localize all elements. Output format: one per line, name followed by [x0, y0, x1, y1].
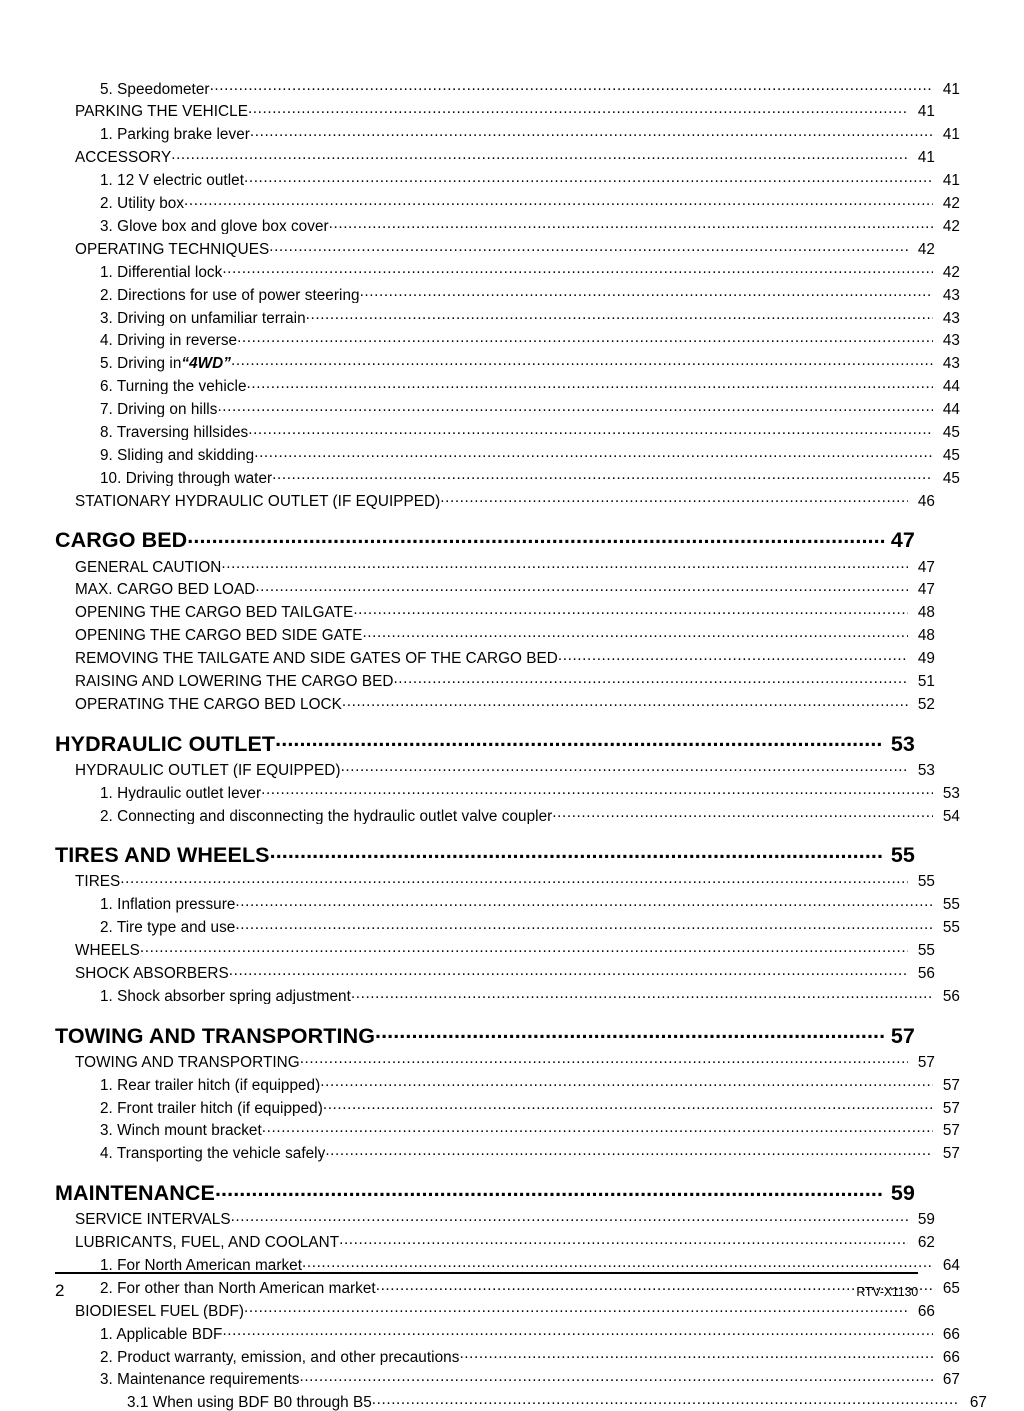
toc-entry-page-number: 47	[917, 558, 935, 576]
toc-entry-label: 9. Sliding and skidding	[100, 447, 255, 464]
toc-leader-dots	[235, 917, 933, 932]
toc-leader-dots	[272, 467, 933, 482]
toc-leader-dots	[558, 648, 908, 663]
toc-entry[interactable]	[100, 986, 960, 1005]
toc-leader-dots	[341, 759, 908, 774]
toc-entry-page-number: 48	[917, 604, 935, 622]
toc-entry-label: REMOVING THE TAILGATE AND SIDE GATES OF THE CARGO BED	[75, 651, 558, 667]
toc-entry-label: TOWING AND TRANSPORTING	[75, 1054, 300, 1071]
toc-leader-dots	[210, 78, 933, 93]
toc-entry-page-number: 55	[942, 896, 960, 914]
toc-entry-label: 3.1 When using BDF B0 through B5	[127, 1395, 372, 1411]
toc-entry-page-number: 66	[942, 1348, 960, 1366]
toc-entry[interactable]	[55, 729, 915, 755]
toc-entry-page-number: 53	[890, 731, 915, 756]
toc-entry[interactable]	[100, 805, 960, 824]
toc-entry[interactable]	[75, 671, 935, 690]
toc-entry-page-number: 57	[890, 1023, 915, 1048]
toc-entry-page-number: 41	[917, 103, 935, 121]
toc-entry-label: 1. Rear trailer hitch (if equipped)	[100, 1077, 321, 1093]
toc-leader-dots	[342, 694, 908, 709]
footer-page-number: 2	[55, 1281, 65, 1300]
toc-entry-label: 3. Driving on unfamiliar terrain	[100, 310, 306, 326]
toc-entry-label: PARKING THE VEHICLE	[75, 104, 248, 120]
toc-entry[interactable]	[100, 376, 960, 395]
toc-entry-page-number: 55	[917, 873, 935, 891]
toc-entry[interactable]	[100, 307, 960, 326]
toc-entry-label: LUBRICANTS, FUEL, AND COOLANT	[75, 1235, 340, 1251]
toc-entry[interactable]	[100, 1097, 960, 1116]
toc-entry[interactable]	[127, 1392, 987, 1411]
toc-entry-page-number: 48	[917, 627, 935, 645]
toc-leader-dots	[244, 170, 933, 185]
toc-entry-page-number: 64	[942, 1257, 960, 1274]
toc-entry-page-number: 47	[917, 581, 935, 599]
toc-entry[interactable]	[100, 445, 960, 464]
toc-entry-label: TIRES	[75, 874, 121, 890]
toc-entry[interactable]	[100, 216, 960, 235]
toc-entry-label: 1. Differential lock	[100, 264, 223, 281]
toc-entry-page-number: 43	[942, 355, 960, 373]
toc-entry-page-number: 55	[942, 919, 960, 937]
toc-leader-dots	[393, 671, 908, 686]
toc-entry-page-number: 46	[917, 492, 935, 510]
toc-entry[interactable]	[100, 1369, 960, 1388]
toc-entry[interactable]	[100, 917, 960, 936]
toc-entry[interactable]	[100, 894, 960, 913]
toc-leader-dots	[275, 729, 884, 751]
toc-entry-label: MAX. CARGO BED LOAD	[75, 582, 256, 598]
toc-leader-dots	[325, 1143, 933, 1158]
toc-leader-dots	[552, 805, 933, 820]
toc-entry[interactable]	[100, 330, 960, 349]
toc-entry-page-number: 56	[917, 964, 935, 982]
toc-entry-label: 3. Glove box and glove box cover	[100, 218, 329, 235]
toc-leader-dots	[254, 445, 933, 460]
page-footer	[55, 1281, 918, 1301]
toc-leader-dots	[171, 147, 908, 162]
toc-entry-page-number: 42	[942, 217, 960, 235]
toc-entry[interactable]	[75, 147, 935, 166]
toc-entry-page-number: 43	[942, 332, 960, 350]
toc-entry[interactable]	[75, 556, 935, 575]
toc-entry-label: 1. Hydraulic outlet lever	[100, 785, 262, 801]
toc-leader-dots	[339, 1232, 908, 1247]
toc-entry-page-number: 45	[942, 423, 960, 441]
toc-entry[interactable]	[75, 694, 935, 713]
toc-leader-dots	[262, 1120, 933, 1135]
toc-entry[interactable]	[55, 526, 915, 552]
toc-entry[interactable]	[55, 841, 915, 867]
toc-entry-label: 3. Maintenance requirements	[100, 1372, 300, 1388]
toc-entry-page-number: 53	[917, 761, 935, 779]
toc-entry-page-number: 67	[969, 1394, 987, 1411]
toc-leader-dots	[306, 307, 933, 322]
toc-entry-page-number: 57	[942, 1076, 960, 1094]
toc-entry-page-number: 57	[942, 1099, 960, 1117]
toc-entry[interactable]	[75, 239, 935, 258]
toc-leader-dots	[250, 124, 933, 139]
toc-entry-page-number: 45	[942, 446, 960, 464]
toc-leader-dots	[120, 871, 908, 886]
toc-leader-dots	[299, 1369, 933, 1384]
table-of-contents	[55, 74, 987, 1411]
toc-leader-dots	[459, 1346, 933, 1361]
toc-leader-dots	[440, 490, 908, 505]
toc-entry-label: WHEELS	[75, 943, 140, 959]
toc-entry[interactable]	[75, 579, 935, 598]
toc-entry[interactable]	[100, 1346, 960, 1365]
toc-entry-page-number: 43	[942, 309, 960, 327]
toc-leader-dots	[360, 284, 933, 299]
toc-entry-label: 1. 12 V electric outlet	[100, 173, 244, 189]
toc-leader-dots	[222, 261, 933, 276]
toc-entry-label: HYDRAULIC OUTLET (IF EQUIPPED)	[75, 762, 341, 779]
toc-entry-page-number: 49	[917, 650, 935, 668]
toc-entry[interactable]	[75, 490, 935, 509]
toc-entry-page-number: 42	[942, 263, 960, 281]
toc-leader-dots	[320, 1074, 933, 1089]
toc-entry-page-number: 44	[942, 401, 960, 419]
toc-entry-label: 4. Transporting the vehicle safely	[100, 1146, 326, 1162]
toc-entry-page-number: 45	[942, 469, 960, 487]
toc-entry-label: OPENING THE CARGO BED SIDE GATE	[75, 628, 363, 644]
toc-entry-label: 2. Product warranty, emission, and other precautions	[100, 1349, 460, 1365]
toc-entry[interactable]	[75, 871, 935, 890]
toc-leader-dots	[237, 330, 933, 345]
toc-entry[interactable]	[75, 940, 935, 959]
toc-entry-label: 8. Traversing hillsides	[100, 424, 249, 441]
toc-entry-label: 5. Driving in	[100, 356, 182, 372]
toc-leader-dots	[215, 1179, 884, 1201]
toc-leader-dots	[140, 940, 908, 955]
toc-entry-label: CARGO BED	[55, 530, 188, 552]
toc-entry-page-number: 47	[890, 528, 915, 553]
toc-entry[interactable]	[75, 1300, 935, 1319]
toc-entry[interactable]	[100, 1255, 960, 1274]
footer-divider	[55, 1272, 918, 1274]
toc-entry[interactable]	[100, 422, 960, 441]
toc-leader-dots	[231, 353, 933, 368]
toc-leader-dots	[302, 1255, 933, 1270]
toc-leader-dots	[362, 625, 908, 640]
toc-entry[interactable]	[100, 193, 960, 212]
toc-entry[interactable]	[75, 1232, 935, 1251]
toc-entry-label: 2. Utility box	[100, 196, 185, 212]
toc-entry[interactable]	[75, 963, 935, 982]
toc-entry-label: TIRES AND WHEELS	[55, 845, 270, 867]
toc-leader-dots	[221, 556, 908, 571]
toc-leader-dots	[261, 782, 933, 797]
toc-entry-page-number: 57	[917, 1053, 935, 1071]
toc-entry-label: HYDRAULIC OUTLET	[55, 733, 276, 756]
toc-entry-page-number: 41	[942, 80, 960, 98]
toc-entry[interactable]	[100, 124, 960, 143]
toc-entry[interactable]	[100, 782, 960, 801]
toc-entry-page-number: 44	[942, 378, 960, 396]
toc-entry-label: OPERATING THE CARGO BED LOCK	[75, 696, 342, 713]
toc-entry[interactable]	[100, 284, 960, 303]
toc-entry[interactable]	[100, 170, 960, 189]
toc-entry-page-number: 59	[917, 1211, 935, 1229]
toc-entry[interactable]	[100, 1074, 960, 1093]
toc-entry[interactable]	[75, 648, 935, 667]
toc-entry-label: BIODIESEL FUEL (BDF)	[75, 1303, 245, 1320]
toc-entry[interactable]	[100, 261, 960, 280]
toc-entry[interactable]	[75, 602, 935, 621]
toc-entry-label: 2. Connecting and disconnecting the hydraulic outlet valve coupler	[100, 808, 553, 824]
toc-entry-label: ACCESSORY	[75, 150, 172, 166]
toc-entry-page-number: 41	[942, 172, 960, 190]
toc-leader-dots	[375, 1021, 884, 1043]
toc-leader-dots	[248, 422, 933, 437]
toc-entry-page-number: 52	[917, 695, 935, 713]
toc-entry-label: 1. Parking brake lever	[100, 127, 250, 143]
toc-leader-dots	[229, 963, 908, 978]
toc-entry-label: 5. Speedometer	[100, 81, 210, 97]
toc-entry-label: 7. Driving on hills	[100, 402, 218, 418]
toc-leader-dots	[184, 193, 933, 208]
toc-leader-dots	[323, 1097, 933, 1112]
toc-entry-page-number: 41	[942, 126, 960, 144]
toc-entry-label: 3. Winch mount bracket	[100, 1123, 262, 1139]
toc-entry-page-number: 55	[917, 942, 935, 960]
toc-entry-page-number: 53	[942, 784, 960, 802]
toc-entry-label: OPERATING TECHNIQUES	[75, 241, 270, 258]
toc-entry-page-number: 56	[942, 987, 960, 1005]
toc-leader-dots	[270, 841, 884, 863]
toc-entry-label: MAINTENANCE	[55, 1183, 215, 1205]
toc-entry-page-number: 55	[890, 843, 915, 868]
toc-entry[interactable]	[100, 353, 960, 372]
toc-leader-dots	[351, 986, 933, 1001]
toc-leader-dots	[217, 399, 933, 414]
toc-entry-label: 2. For other than North American market	[100, 1280, 376, 1297]
toc-entry-page-number: 57	[942, 1145, 960, 1163]
toc-leader-dots	[247, 376, 933, 391]
toc-leader-dots	[244, 1300, 908, 1315]
toc-entry-label: 10. Driving through water	[100, 470, 273, 487]
toc-leader-dots	[329, 216, 933, 231]
toc-entry-page-number: 65	[942, 1279, 960, 1297]
toc-entry-page-number: 43	[942, 286, 960, 304]
toc-leader-dots	[248, 101, 908, 116]
toc-entry[interactable]	[100, 467, 960, 486]
toc-entry-page-number: 57	[942, 1122, 960, 1140]
toc-entry-page-number: 66	[942, 1325, 960, 1343]
toc-entry-label: 1. Shock absorber spring adjustment	[100, 988, 351, 1005]
toc-leader-dots	[300, 1051, 908, 1066]
toc-entry[interactable]	[75, 1051, 935, 1070]
toc-leader-dots	[269, 239, 908, 254]
toc-entry-label: TOWING AND TRANSPORTING	[55, 1025, 376, 1048]
toc-leader-dots	[353, 602, 908, 617]
toc-entry-label: 2. Directions for use of power steering	[100, 287, 360, 303]
toc-entry-page-number: 59	[890, 1181, 915, 1206]
toc-entry-label: 6. Turning the vehicle	[100, 379, 247, 395]
toc-entry-page-number: 62	[917, 1234, 935, 1252]
toc-entry-page-number: 67	[942, 1371, 960, 1389]
toc-entry-label: SHOCK ABSORBERS	[75, 965, 229, 982]
toc-entry-label: 1. Inflation pressure	[100, 897, 236, 913]
toc-leader-dots	[255, 579, 908, 594]
toc-entry[interactable]	[100, 78, 960, 97]
toc-entry-label: STATIONARY HYDRAULIC OUTLET (IF EQUIPPED)	[75, 493, 441, 509]
toc-entry-page-number: 54	[942, 807, 960, 825]
toc-entry[interactable]	[75, 1209, 935, 1228]
toc-entry[interactable]	[100, 1143, 960, 1162]
toc-entry[interactable]	[75, 759, 935, 778]
toc-entry-label: RAISING AND LOWERING THE CARGO BED	[75, 673, 394, 690]
toc-leader-dots	[187, 526, 884, 548]
footer-model-code: RTV-X1130	[856, 1285, 918, 1299]
toc-entry-label: 4. Driving in reverse	[100, 333, 238, 349]
toc-entry[interactable]	[55, 1021, 915, 1047]
toc-entry-label: GENERAL CAUTION	[75, 559, 222, 575]
toc-entry-page-number: 42	[942, 195, 960, 213]
toc-entry-label: 1. For North American market	[100, 1258, 303, 1274]
toc-entry-label-emphasis: “4WD”	[181, 355, 231, 373]
toc-entry[interactable]	[100, 399, 960, 418]
toc-entry-label: 2. Front trailer hitch (if equipped)	[100, 1100, 323, 1116]
toc-leader-dots	[231, 1209, 908, 1224]
toc-entry-label: OPENING THE CARGO BED TAILGATE	[75, 605, 354, 621]
toc-entry-page-number: 66	[917, 1302, 935, 1320]
toc-entry[interactable]	[100, 1323, 960, 1342]
toc-entry-page-number: 51	[917, 672, 935, 690]
toc-entry-page-number: 42	[917, 240, 935, 258]
toc-entry[interactable]	[55, 1179, 915, 1205]
toc-entry-label: 2. Tire type and use	[100, 920, 236, 936]
toc-leader-dots	[372, 1392, 960, 1407]
toc-entry[interactable]	[75, 101, 935, 120]
toc-entry-page-number: 41	[917, 149, 935, 167]
toc-entry-label: 1. Applicable BDF	[100, 1326, 223, 1342]
toc-entry[interactable]	[75, 625, 935, 644]
toc-leader-dots	[235, 894, 933, 909]
toc-entry[interactable]	[100, 1120, 960, 1139]
toc-entry-label: SERVICE INTERVALS	[75, 1212, 231, 1228]
